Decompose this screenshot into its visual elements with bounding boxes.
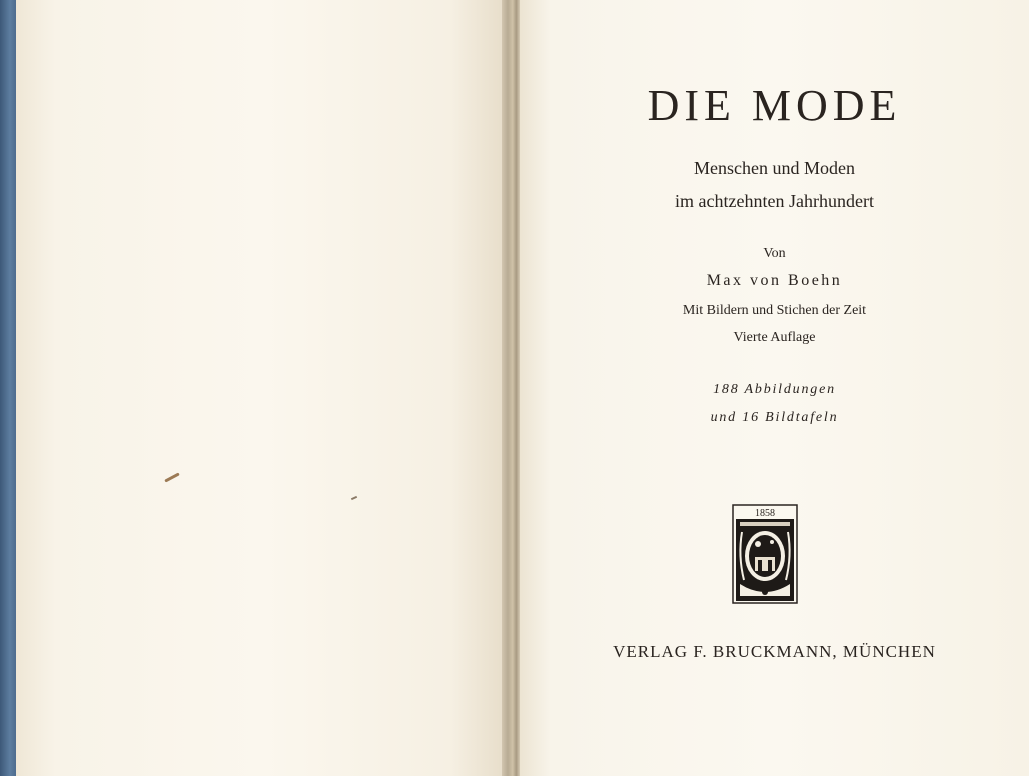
left-page-blank (16, 0, 509, 776)
book-title: DIE MODE (647, 81, 902, 130)
plates-count: und 16 Bildtafeln (710, 410, 839, 425)
publisher-imprint: VERLAG F. BRUCKMANN, MÜNCHEN (613, 642, 936, 661)
illustrations-note: Mit Bildern und Stichen der Zeit (682, 303, 867, 318)
subtitle-line-2: im achtzehnten Jahrhundert (675, 191, 874, 211)
edition-note: Vierte Auflage (733, 330, 816, 345)
paper-stain (164, 472, 180, 482)
author-name: Max von Boehn (706, 272, 843, 289)
figures-count: 188 Abbildungen (713, 382, 836, 397)
title-page (520, 0, 1029, 776)
publisher-emblem-icon (732, 504, 798, 604)
emblem-year: 1858 (755, 508, 775, 519)
by-label: Von (763, 246, 786, 261)
paper-stain (351, 496, 357, 500)
subtitle-line-1: Menschen und Moden (694, 158, 855, 178)
